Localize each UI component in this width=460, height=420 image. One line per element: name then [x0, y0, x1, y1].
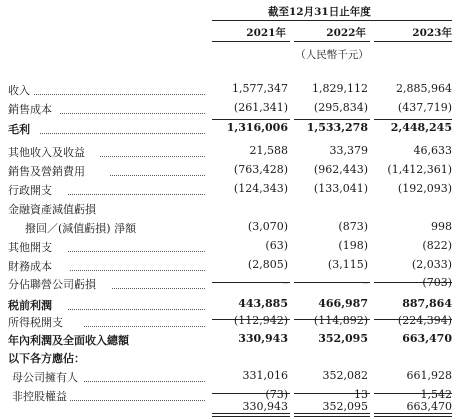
row-impairment-heading	[0, 201, 460, 220]
value-2022: 466,987	[318, 297, 368, 310]
value-2022: (198)	[338, 239, 368, 252]
value-2021: 21,588	[249, 144, 288, 157]
value-2023: (192,093)	[397, 182, 452, 195]
value-2021: (2,805)	[247, 258, 288, 271]
row-finance-costs	[0, 258, 460, 277]
value-2021: (763,428)	[233, 163, 288, 176]
row-income-tax	[0, 314, 460, 333]
value-2023: 2,885,964	[396, 82, 452, 95]
value-2023: (2,033)	[411, 258, 452, 271]
value-2021: (124,343)	[233, 182, 288, 195]
value-2022: (3,115)	[327, 258, 368, 271]
dot-leader	[112, 288, 205, 289]
dot-leader	[68, 309, 205, 310]
dot-leader	[84, 326, 205, 327]
value-2021: (3,070)	[247, 220, 288, 233]
value-2023: 2,448,245	[390, 121, 452, 134]
rule-before-total-2022	[294, 393, 370, 394]
value-2022: 352,082	[322, 369, 368, 382]
rule-after-cost-of-sales-2023	[374, 119, 452, 120]
row-label: 毛利	[8, 123, 30, 136]
unit-header: （人民幣千元）	[295, 49, 369, 61]
dot-leader	[68, 194, 205, 195]
row-label: 分佔聯營公司虧損	[8, 278, 96, 291]
value-2021: 443,885	[238, 297, 288, 310]
rule-after-share-of-loss-2023	[374, 282, 452, 283]
value-2021: (73)	[265, 388, 288, 401]
double-rule-bottom-2022	[294, 416, 370, 417]
value-2023: 1,542	[420, 388, 452, 401]
value-2021: 1,577,347	[232, 82, 288, 95]
row-label: 財務成本	[8, 260, 52, 273]
value-2021: (261,341)	[233, 101, 288, 114]
double-rule-top-2023	[374, 413, 452, 414]
value-2023: 998	[431, 220, 452, 233]
row-label: 非控股權益	[12, 390, 67, 403]
rule-before-total-2023	[374, 393, 452, 394]
value-2023: (224,394)	[397, 314, 452, 327]
value-2021: 331,016	[242, 369, 288, 382]
value-2023: (703)	[422, 276, 452, 289]
year-2022-header: 2022年	[326, 27, 366, 39]
double-rule-bottom-2021	[212, 416, 290, 417]
year-rule-2021	[212, 41, 290, 42]
year-2021-header: 2021年	[246, 27, 286, 39]
value-2023: (437,719)	[397, 101, 452, 114]
dot-leader	[84, 381, 205, 382]
row-revenue	[0, 82, 460, 101]
row-label: 銷售成本	[8, 103, 52, 116]
row-label: 行政開支	[8, 184, 52, 197]
value-2022: (962,443)	[313, 163, 368, 176]
row-other-income	[0, 144, 460, 163]
row-label: 母公司擁有人	[12, 371, 78, 384]
dot-leader	[70, 270, 205, 271]
row-selling-expenses	[0, 163, 460, 182]
row-admin-expenses	[0, 182, 460, 201]
value-2022: 1,829,112	[312, 82, 368, 95]
value-2021: 1,316,006	[226, 121, 288, 134]
dot-leader	[34, 94, 205, 95]
rule-before-total-2021	[212, 393, 290, 394]
row-attributable-heading	[0, 350, 460, 369]
row-label: 所得税開支	[8, 316, 63, 329]
value-2022: (133,041)	[313, 182, 368, 195]
rule-after-cost-of-sales-2021	[212, 119, 290, 120]
rule-after-share-of-loss-2021	[212, 282, 290, 283]
row-label: 撥回／(減值虧損) 淨額	[25, 222, 137, 235]
value-2023: 46,633	[413, 144, 452, 157]
row-label: 以下各方應佔：	[8, 352, 85, 365]
row-label: 銷售及營銷費用	[8, 165, 85, 178]
dot-leader	[100, 156, 205, 157]
value-2022: (873)	[338, 220, 368, 233]
year-2023-header: 2023年	[412, 27, 452, 39]
value-2022: 13	[354, 388, 368, 401]
rule-after-share-of-loss-2022	[294, 282, 370, 283]
rule-after-cost-of-sales-2022	[294, 119, 370, 120]
value-2023: 663,470	[406, 400, 452, 413]
rule-after-income-tax-2023	[374, 319, 452, 320]
row-label: 税前利潤	[8, 299, 52, 312]
dot-leader	[40, 133, 205, 134]
dot-leader	[68, 251, 205, 252]
period-header: 截至12月31日止年度	[268, 6, 371, 18]
value-2023: 887,864	[402, 297, 452, 310]
dot-leader	[70, 400, 205, 401]
value-2023: 663,470	[402, 332, 452, 345]
value-2023: 661,928	[406, 369, 452, 382]
value-2022: –	[362, 276, 368, 289]
row-share-of-associate-loss	[0, 276, 460, 295]
row-label: 金融資產減值虧損	[8, 203, 96, 216]
row-label: 其他開支	[8, 241, 52, 254]
value-2022: 352,095	[322, 400, 368, 413]
row-gross-profit	[0, 121, 460, 140]
row-other-expenses	[0, 239, 460, 258]
dot-leader	[60, 113, 205, 114]
double-rule-bottom-2023	[374, 416, 452, 417]
row-label: 收入	[8, 84, 30, 97]
row-label: 其他收入及收益	[8, 146, 85, 159]
row-owners-of-parent	[0, 369, 460, 388]
value-2023: (1,412,361)	[387, 163, 452, 176]
double-rule-top-2021	[212, 413, 290, 414]
value-2022: 33,379	[329, 144, 368, 157]
value-2021: (63)	[265, 239, 288, 252]
dot-leader	[110, 175, 205, 176]
value-2021: –	[282, 276, 288, 289]
value-2022: (114,892)	[313, 314, 368, 327]
value-2021: 330,943	[238, 332, 288, 345]
row-cost-of-sales	[0, 101, 460, 120]
value-2021: (112,942)	[233, 314, 288, 327]
value-2022: 1,533,278	[306, 121, 368, 134]
value-2022: 352,095	[318, 332, 368, 345]
value-2022: (295,834)	[313, 101, 368, 114]
row-impairment-reversal	[0, 220, 460, 239]
rule-after-income-tax-2021	[212, 319, 290, 320]
double-rule-top-2022	[294, 413, 370, 414]
value-2021: 330,943	[242, 400, 288, 413]
rule-after-income-tax-2022	[294, 319, 370, 320]
row-profit-for-year	[0, 332, 460, 351]
value-2023: (822)	[422, 239, 452, 252]
year-rule-2023	[374, 41, 452, 42]
row-label: 年內利潤及全面收入總額	[8, 334, 129, 347]
year-rule-2022	[294, 41, 370, 42]
period-rule	[212, 20, 452, 21]
